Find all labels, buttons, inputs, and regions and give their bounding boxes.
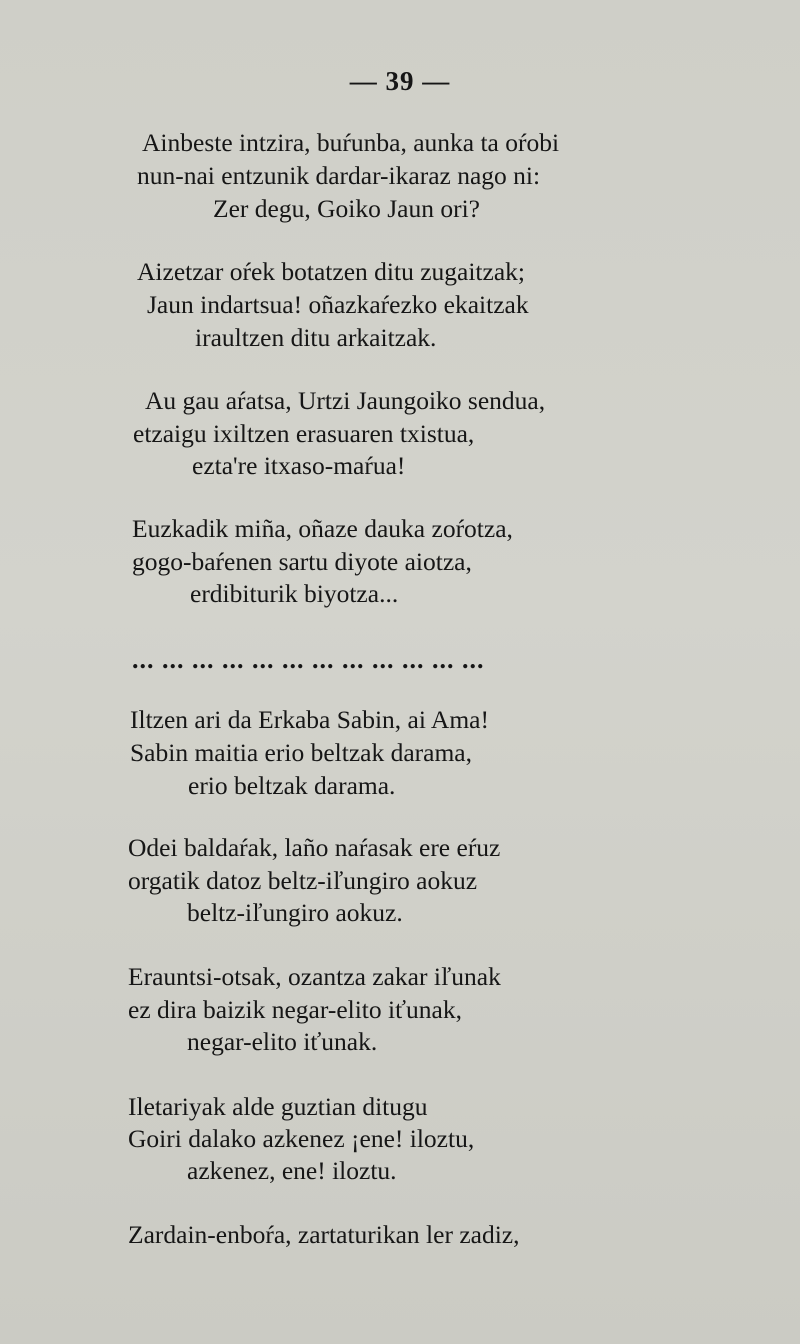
verse-line: Jaun indartsua! oñazkaŕezko ekaitzak xyxy=(147,290,529,319)
verse-line: Iletariyak alde guztian ditugu xyxy=(128,1092,428,1121)
verse-line: ez dira baizik negar-elito iťunak, xyxy=(128,995,462,1024)
verse-line: Goiri dalako azkenez ¡ene! iloztu, xyxy=(128,1124,475,1153)
verse-line: Aizetzar oŕek botatzen ditu zugaitzak; xyxy=(137,257,525,286)
verse-line: erio beltzak darama. xyxy=(188,771,396,800)
verse-line: Zer degu, Goiko Jaun ori? xyxy=(213,194,480,223)
verse-line: azkenez, ene! iloztu. xyxy=(187,1156,397,1185)
verse-line: Au gau aŕatsa, Urtzi Jaungoiko sendua, xyxy=(145,386,546,415)
verse-line: Ainbeste intzira, buŕunba, aunka ta oŕobi xyxy=(142,128,560,157)
verse-line: erdibiturik biyotza... xyxy=(190,579,399,608)
verse-line: Sabin maitia erio beltzak darama, xyxy=(130,738,472,767)
verse-line: Erauntsi-otsak, ozantza zakar iľunak xyxy=(128,962,501,991)
verse-line: nun-nai entzunik dardar-ikaraz nago ni: xyxy=(137,161,541,190)
verse-line: Zardain-enboŕa, zartaturikan ler zadiz, xyxy=(128,1220,520,1249)
verse-line: beltz-iľungiro aokuz. xyxy=(187,898,403,927)
verse-line: iraultzen ditu arkaitzak. xyxy=(195,323,437,352)
verse-line: ezta're itxaso-maŕua! xyxy=(192,451,406,480)
verse-line: etzaigu ixiltzen erasuaren txistua, xyxy=(133,419,475,448)
verse-line: gogo-baŕenen sartu diyote aiotza, xyxy=(132,547,472,576)
verse-line: negar-elito iťunak. xyxy=(187,1027,378,1056)
page-number: — 39 — xyxy=(349,66,451,96)
verse-line: Odei baldaŕak, laño naŕasak ere eŕuz xyxy=(128,833,501,862)
verse-line: Euzkadik miña, oñaze dauka zoŕotza, xyxy=(132,514,513,543)
ellipsis-separator: ... ... ... ... ... ... ... ... ... ... ... ... xyxy=(132,645,485,674)
verse-line: orgatik datoz beltz-iľungiro aokuz xyxy=(128,866,478,895)
verse-line: Iltzen ari da Erkaba Sabin, ai Ama! xyxy=(130,705,489,734)
